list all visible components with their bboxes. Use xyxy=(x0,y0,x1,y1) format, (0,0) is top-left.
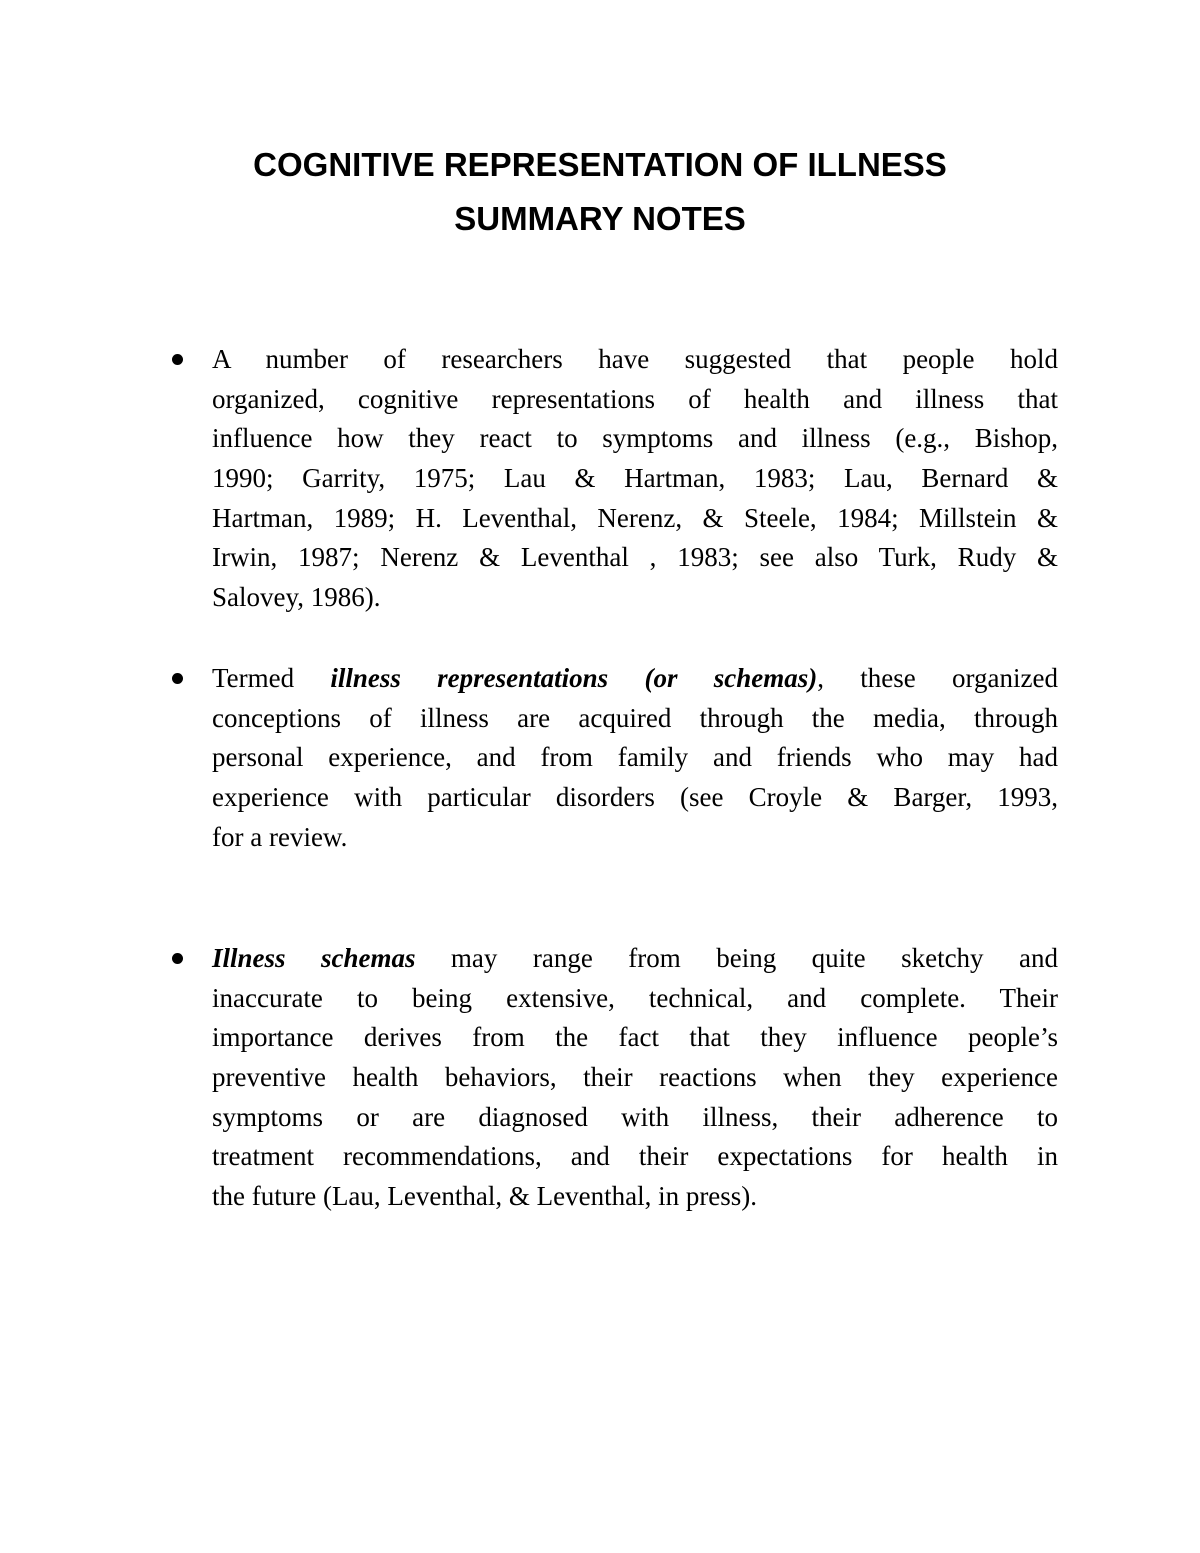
bullet-item-3 xyxy=(212,939,1058,1217)
bullet-2-first-line xyxy=(212,659,1058,699)
document-title-line-2: SUMMARY NOTES xyxy=(454,200,746,237)
bullet-icon xyxy=(172,673,183,684)
bullet-3-line: preventive health behaviors, their reactions when they experience xyxy=(212,1062,1058,1093)
bullet-3-line: symptoms or are diagnosed with illness, their adherence to xyxy=(212,1101,1058,1132)
bullet-1-line: Irwin, 1987; Nerenz & Leventhal , 1983; see also Turk, Rudy & xyxy=(212,542,1058,573)
bullet-3-line: the future (Lau, Leventhal, & Leventhal, in press). xyxy=(212,1181,758,1212)
bullet-2-text-pre: Termed xyxy=(212,663,331,693)
bullet-item-2 xyxy=(212,659,1058,857)
bullet-3-emphasis: Illness schemas xyxy=(212,943,416,973)
bullet-3-line: inaccurate to being extensive, technical, and complete. Their xyxy=(212,982,1058,1013)
bullet-3-line: treatment recommendations, and their expectations for health in xyxy=(212,1141,1058,1172)
bullet-icon xyxy=(172,953,183,964)
bullet-1-line: Hartman, 1989; H. Leventhal, Nerenz, & Steele, 1984; Millstein & xyxy=(212,502,1058,533)
bullet-2-line: personal experience, and from family and friends who may had xyxy=(212,742,1058,773)
bullet-2-emphasis: illness representations (or schemas) xyxy=(330,663,818,693)
bullet-1-line: organized, cognitive representations of health and illness that xyxy=(212,383,1058,414)
bullet-2-line: for a review. xyxy=(212,821,348,852)
bullet-icon xyxy=(172,354,183,365)
bullet-2-line: experience with particular disorders (see Croyle & Barger, 1993, xyxy=(212,782,1058,813)
bullet-item-1 xyxy=(212,340,1058,618)
bullet-1-line: influence how they react to symptoms and illness (e.g., Bishop, xyxy=(212,423,1058,454)
bullet-1-line: A number of researchers have suggested that people hold xyxy=(212,344,1058,374)
bullet-3-first-line xyxy=(212,939,1058,979)
bullet-3-line: importance derives from the fact that they influence people’s xyxy=(212,1022,1058,1053)
bullet-1-line: Salovey, 1986). xyxy=(212,582,381,613)
bullet-1-line: 1990; Garrity, 1975; Lau & Hartman, 1983; Lau, Bernard & xyxy=(212,463,1058,494)
bullet-2-line: conceptions of illness are acquired through the media, through xyxy=(212,702,1058,733)
bullet-2-text-post: , these organized xyxy=(817,663,1059,693)
document-title-line-1: COGNITIVE REPRESENTATION OF ILLNESS xyxy=(253,146,947,183)
bullet-3-text-post: may range from being quite sketchy and xyxy=(415,943,1058,973)
